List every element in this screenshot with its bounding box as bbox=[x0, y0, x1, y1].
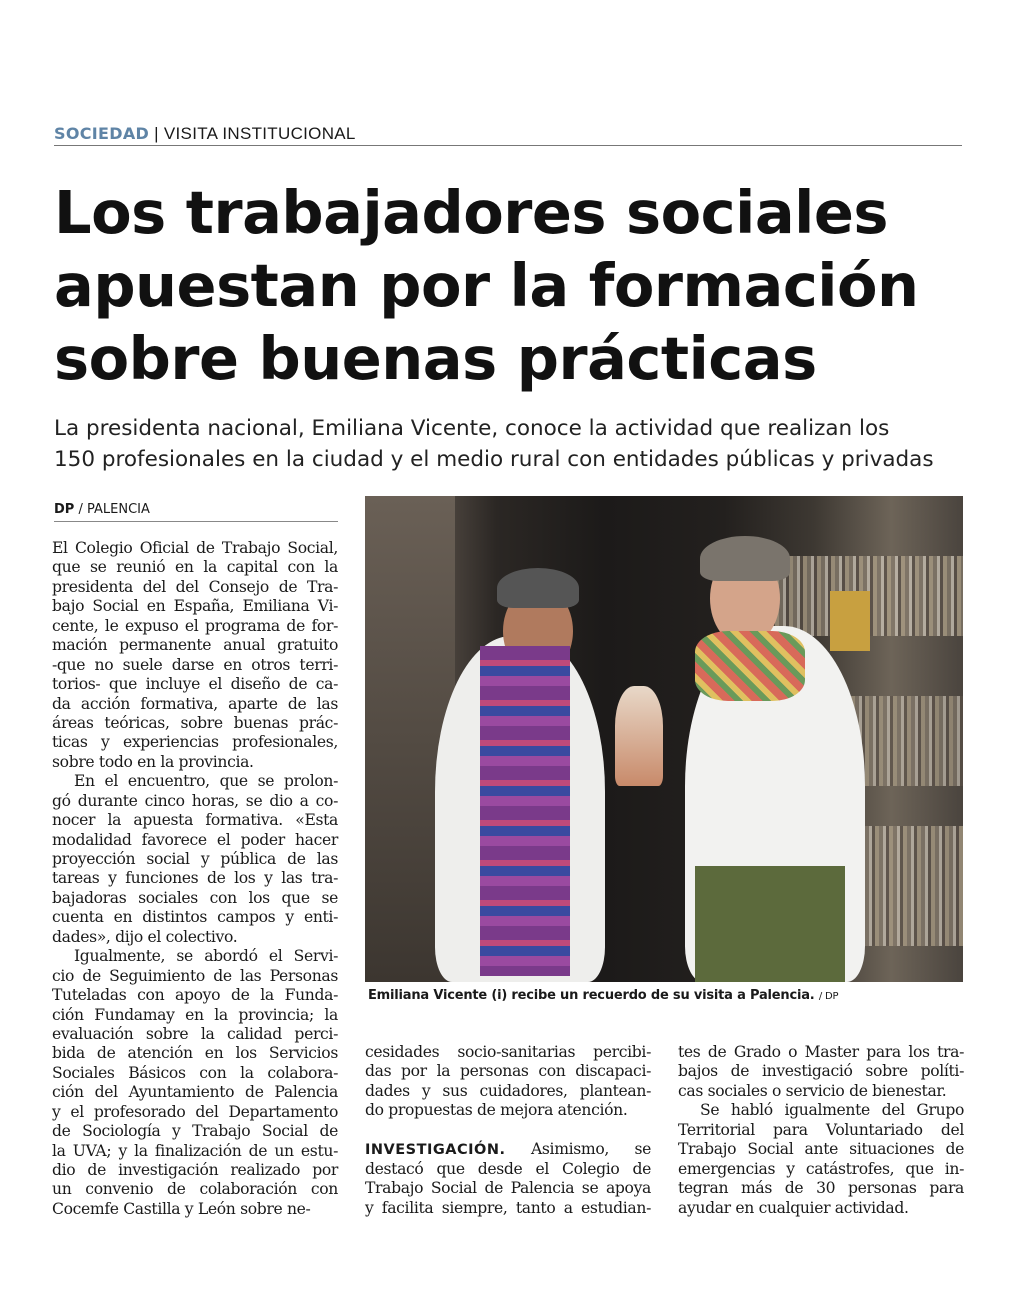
text-line: cas sociales o servicio de bienestar. bbox=[678, 1081, 947, 1100]
byline-location: / PALENCIA bbox=[78, 502, 150, 517]
text-line: torios- que incluye el diseño de ca- bbox=[52, 675, 338, 694]
subtitle-line: La presidenta nacional, Emiliana Vicente, conoce la actividad que realizan los bbox=[54, 416, 890, 441]
text-line: dades y sus cuidadores, plantean- bbox=[365, 1081, 651, 1100]
text-line: bajo Social en España, Emiliana Vi- bbox=[52, 597, 338, 616]
caption-text: Emiliana Vicente (i) recibe un recuerdo de su visita a Palencia. bbox=[368, 988, 815, 1003]
text-line: En el encuentro, que se prolon- bbox=[74, 772, 338, 791]
article-column-1 bbox=[52, 539, 338, 1219]
text-line: bajos de investigació sobre políti- bbox=[678, 1062, 964, 1081]
text-line: ayudar en cualquier actividad. bbox=[678, 1198, 909, 1217]
article-column-3 bbox=[678, 1043, 964, 1218]
section-topic: VISITA INSTITUCIONAL bbox=[163, 124, 356, 143]
section-label bbox=[54, 124, 356, 144]
text-line: la UVA; y la finalización de un estu- bbox=[52, 1141, 338, 1160]
paragraph-gap bbox=[365, 1121, 651, 1140]
text-line: bida de atención en los Servicios bbox=[52, 1044, 338, 1063]
text-line: Tuteladas con apoyo de la Funda- bbox=[52, 986, 338, 1005]
top-rule bbox=[54, 145, 962, 146]
text-line: Territorial para Voluntariado del bbox=[678, 1120, 964, 1139]
text-line: Cocemfe Castilla y León sobre ne- bbox=[52, 1199, 311, 1218]
text-line: -que no suele darse en otros terri- bbox=[52, 655, 338, 674]
text-line: un convenio de colaboración con bbox=[52, 1180, 338, 1199]
subtitle-line: 150 profesionales en la ciudad y el medio rural con entidades públicas y privadas bbox=[54, 447, 934, 472]
text-line: tegran más de 30 personas para bbox=[678, 1179, 964, 1198]
section-name: SOCIEDAD bbox=[54, 124, 150, 143]
text-line: Trabajo Social de Palencia se apoya bbox=[365, 1179, 651, 1198]
text-line: emergencias y catástrofes, que in- bbox=[678, 1159, 964, 1178]
photo-caption bbox=[368, 988, 838, 1003]
text-line: proyección social y pública de las bbox=[52, 850, 338, 868]
article-photo bbox=[365, 496, 963, 982]
text-line: modalidad favorece el poder hacer bbox=[52, 830, 338, 849]
text-line: Igualmente, se abordó el Servi- bbox=[74, 947, 338, 966]
photo-credit: / DP bbox=[818, 991, 839, 1002]
headline bbox=[54, 176, 974, 395]
text-line: sobre todo en la provincia. bbox=[52, 752, 254, 771]
text-line: evaluación sobre la calidad perci- bbox=[52, 1024, 338, 1043]
headline-line: Los trabajadores sociales bbox=[54, 178, 889, 247]
text-line: cesidades socio-sanitarias percibi- bbox=[365, 1043, 651, 1061]
byline-agency: DP bbox=[54, 502, 75, 517]
text-line: mación permanente anual gratuito bbox=[52, 636, 338, 655]
text-line: Trabajo Social ante situaciones de bbox=[678, 1140, 964, 1159]
text-line: tareas y funciones de los y las tra- bbox=[52, 869, 338, 888]
text-line: y el profesorado del Departamento bbox=[52, 1102, 338, 1121]
text-line: tes de Grado o Master para los tra- bbox=[678, 1043, 964, 1061]
byline bbox=[54, 502, 150, 517]
text-line: cuenta en distintos campos y enti- bbox=[52, 908, 338, 927]
section-separator: | bbox=[154, 124, 159, 143]
headline-line: apuestan por la formación bbox=[54, 251, 919, 320]
subtitle bbox=[54, 413, 974, 475]
text-line: que se reunió en la capital con la bbox=[52, 558, 338, 577]
text-line: de Sociología y Trabajo Social de bbox=[52, 1122, 338, 1141]
text-line: Sociales Básicos con la colabora- bbox=[52, 1063, 338, 1082]
subhead-kicker: INVESTIGACIÓN. bbox=[365, 1142, 506, 1159]
text-line: bajadoras sociales con los que se bbox=[52, 888, 338, 907]
text-line: gó durante cinco horas, se dio a co- bbox=[52, 791, 338, 810]
byline-rule bbox=[54, 521, 338, 522]
text-line: nocer la apuesta formativa. «Esta bbox=[52, 811, 338, 830]
text-line: do propuestas de mejora atención. bbox=[365, 1101, 628, 1120]
text-line: cente, le expuso el programa de for- bbox=[52, 616, 338, 635]
text-line: destacó que desde el Colegio de bbox=[365, 1159, 651, 1178]
text-line: da acción formativa, aparte de las bbox=[52, 694, 338, 713]
text-line: ticas y experiencias profesionales, bbox=[52, 733, 338, 752]
text-line: áreas teóricas, sobre buenas prác- bbox=[52, 713, 338, 732]
text-line: presidenta del del Consejo de Tra- bbox=[52, 577, 338, 596]
kicker-rest: Asimismo, se bbox=[505, 1140, 651, 1159]
article-column-2 bbox=[365, 1043, 651, 1218]
text-line: dio de investigación realizado por bbox=[52, 1161, 338, 1179]
text-line: ción del Ayuntamiento de Palencia bbox=[52, 1083, 338, 1102]
text-line: das por la personas con discapaci- bbox=[365, 1062, 651, 1081]
text-line: y facilita siempre, tanto a estudian- bbox=[365, 1198, 651, 1217]
kicker-line bbox=[365, 1140, 651, 1159]
headline-line: sobre buenas prácticas bbox=[54, 324, 817, 393]
text-line: dades», dijo el colectivo. bbox=[52, 927, 238, 946]
text-line: Se habló igualmente del Grupo bbox=[700, 1101, 964, 1120]
text-line: El Colegio Oficial de Trabajo Social, bbox=[52, 539, 338, 557]
text-line: cio de Seguimiento de las Personas bbox=[52, 966, 338, 985]
text-line: ción Fundamay en la provincia; la bbox=[52, 1005, 338, 1024]
